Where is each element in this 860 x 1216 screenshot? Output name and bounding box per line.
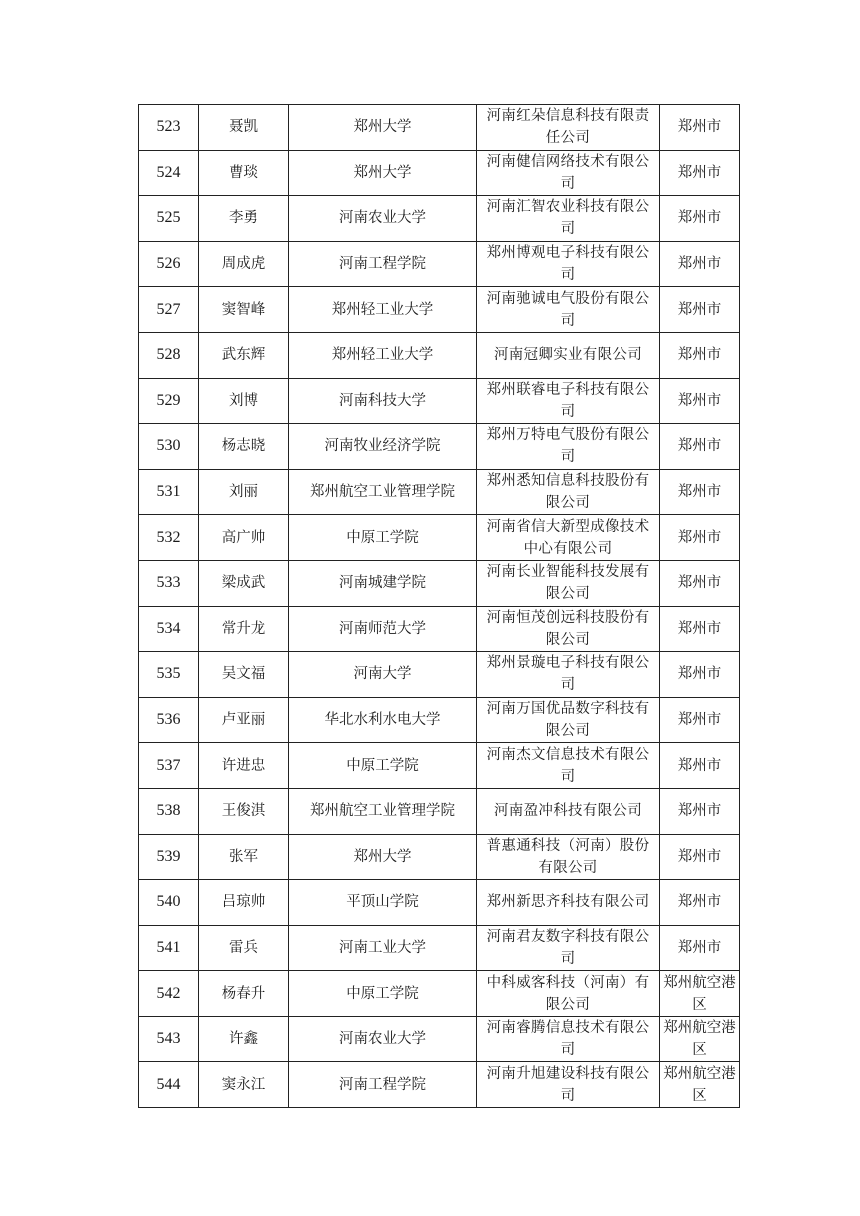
person-name: 窦智峰	[199, 287, 289, 333]
company-name: 河南红朵信息科技有限责任公司	[477, 105, 660, 151]
person-name: 张军	[199, 834, 289, 880]
company-name: 河南驰诚电气股份有限公司	[477, 287, 660, 333]
roster-table	[138, 104, 740, 1108]
company-name: 郑州联睿电子科技有限公司	[477, 378, 660, 424]
row-number: 540	[139, 880, 199, 926]
school-name: 郑州大学	[289, 150, 477, 196]
company-name: 中科威客科技（河南）有限公司	[477, 971, 660, 1017]
city-name: 郑州市	[660, 697, 740, 743]
company-name: 河南君友数字科技有限公司	[477, 925, 660, 971]
row-number: 535	[139, 652, 199, 698]
row-number: 538	[139, 788, 199, 834]
table-row	[139, 378, 740, 424]
school-name: 河南工程学院	[289, 1062, 477, 1108]
row-number: 524	[139, 150, 199, 196]
company-name: 普惠通科技（河南）股份有限公司	[477, 834, 660, 880]
row-number: 532	[139, 515, 199, 561]
row-number: 525	[139, 196, 199, 242]
table-row	[139, 1016, 740, 1062]
table-row	[139, 287, 740, 333]
roster-body	[139, 105, 740, 1108]
company-name: 河南睿腾信息技术有限公司	[477, 1016, 660, 1062]
row-number: 536	[139, 697, 199, 743]
school-name: 河南牧业经济学院	[289, 424, 477, 470]
row-number: 526	[139, 241, 199, 287]
company-name: 郑州景璇电子科技有限公司	[477, 652, 660, 698]
row-number: 539	[139, 834, 199, 880]
school-name: 河南城建学院	[289, 560, 477, 606]
row-number: 537	[139, 743, 199, 789]
company-name: 河南杰文信息技术有限公司	[477, 743, 660, 789]
city-name: 郑州市	[660, 287, 740, 333]
person-name: 王俊淇	[199, 788, 289, 834]
row-number: 530	[139, 424, 199, 470]
row-number: 544	[139, 1062, 199, 1108]
city-name: 郑州市	[660, 880, 740, 926]
person-name: 窦永江	[199, 1062, 289, 1108]
city-name: 郑州市	[660, 378, 740, 424]
school-name: 中原工学院	[289, 743, 477, 789]
city-name: 郑州市	[660, 515, 740, 561]
city-name: 郑州市	[660, 196, 740, 242]
row-number: 542	[139, 971, 199, 1017]
company-name: 河南冠卿实业有限公司	[477, 332, 660, 378]
city-name: 郑州市	[660, 743, 740, 789]
table-row	[139, 1062, 740, 1108]
person-name: 许鑫	[199, 1016, 289, 1062]
person-name: 卢亚丽	[199, 697, 289, 743]
school-name: 华北水利水电大学	[289, 697, 477, 743]
person-name: 常升龙	[199, 606, 289, 652]
school-name: 郑州大学	[289, 105, 477, 151]
person-name: 杨志晓	[199, 424, 289, 470]
row-number: 528	[139, 332, 199, 378]
table-row	[139, 925, 740, 971]
city-name: 郑州市	[660, 105, 740, 151]
city-name: 郑州市	[660, 606, 740, 652]
table-row	[139, 515, 740, 561]
city-name: 郑州市	[660, 834, 740, 880]
table-row	[139, 652, 740, 698]
company-name: 郑州万特电气股份有限公司	[477, 424, 660, 470]
city-name: 郑州市	[660, 788, 740, 834]
city-name: 郑州市	[660, 560, 740, 606]
company-name: 河南盈冲科技有限公司	[477, 788, 660, 834]
school-name: 河南农业大学	[289, 196, 477, 242]
row-number: 529	[139, 378, 199, 424]
person-name: 刘博	[199, 378, 289, 424]
city-name: 郑州航空港区	[660, 971, 740, 1017]
table-row	[139, 697, 740, 743]
person-name: 许进忠	[199, 743, 289, 789]
school-name: 郑州航空工业管理学院	[289, 788, 477, 834]
person-name: 雷兵	[199, 925, 289, 971]
row-number: 531	[139, 469, 199, 515]
person-name: 武东辉	[199, 332, 289, 378]
table-row	[139, 788, 740, 834]
company-name: 河南健信网络技术有限公司	[477, 150, 660, 196]
row-number: 541	[139, 925, 199, 971]
school-name: 郑州大学	[289, 834, 477, 880]
city-name: 郑州市	[660, 241, 740, 287]
school-name: 河南大学	[289, 652, 477, 698]
table-row	[139, 971, 740, 1017]
person-name: 曹琰	[199, 150, 289, 196]
city-name: 郑州市	[660, 925, 740, 971]
city-name: 郑州航空港区	[660, 1062, 740, 1108]
school-name: 平顶山学院	[289, 880, 477, 926]
city-name: 郑州市	[660, 469, 740, 515]
school-name: 中原工学院	[289, 971, 477, 1017]
table-row	[139, 560, 740, 606]
person-name: 梁成武	[199, 560, 289, 606]
company-name: 河南万国优品数字科技有限公司	[477, 697, 660, 743]
school-name: 郑州轻工业大学	[289, 287, 477, 333]
table-row	[139, 424, 740, 470]
city-name: 郑州航空港区	[660, 1016, 740, 1062]
company-name: 河南长业智能科技发展有限公司	[477, 560, 660, 606]
company-name: 郑州新思齐科技有限公司	[477, 880, 660, 926]
table-row	[139, 150, 740, 196]
person-name: 杨春升	[199, 971, 289, 1017]
table-row	[139, 606, 740, 652]
row-number: 533	[139, 560, 199, 606]
school-name: 河南工程学院	[289, 241, 477, 287]
row-number: 534	[139, 606, 199, 652]
company-name: 河南汇智农业科技有限公司	[477, 196, 660, 242]
person-name: 刘丽	[199, 469, 289, 515]
table-row	[139, 332, 740, 378]
table-row	[139, 241, 740, 287]
row-number: 523	[139, 105, 199, 151]
person-name: 周成虎	[199, 241, 289, 287]
person-name: 李勇	[199, 196, 289, 242]
table-row	[139, 469, 740, 515]
company-name: 郑州悉知信息科技股份有限公司	[477, 469, 660, 515]
table-row	[139, 105, 740, 151]
school-name: 河南师范大学	[289, 606, 477, 652]
school-name: 河南科技大学	[289, 378, 477, 424]
company-name: 河南省信大新型成像技术中心有限公司	[477, 515, 660, 561]
school-name: 河南农业大学	[289, 1016, 477, 1062]
person-name: 聂凯	[199, 105, 289, 151]
school-name: 河南工业大学	[289, 925, 477, 971]
table-row	[139, 834, 740, 880]
person-name: 高广帅	[199, 515, 289, 561]
table-row	[139, 880, 740, 926]
company-name: 郑州博观电子科技有限公司	[477, 241, 660, 287]
school-name: 郑州航空工业管理学院	[289, 469, 477, 515]
city-name: 郑州市	[660, 424, 740, 470]
row-number: 527	[139, 287, 199, 333]
person-name: 吴文福	[199, 652, 289, 698]
company-name: 河南恒茂创远科技股份有限公司	[477, 606, 660, 652]
company-name: 河南升旭建设科技有限公司	[477, 1062, 660, 1108]
school-name: 中原工学院	[289, 515, 477, 561]
row-number: 543	[139, 1016, 199, 1062]
city-name: 郑州市	[660, 150, 740, 196]
city-name: 郑州市	[660, 652, 740, 698]
city-name: 郑州市	[660, 332, 740, 378]
table-row	[139, 743, 740, 789]
person-name: 吕琼帅	[199, 880, 289, 926]
school-name: 郑州轻工业大学	[289, 332, 477, 378]
table-row	[139, 196, 740, 242]
